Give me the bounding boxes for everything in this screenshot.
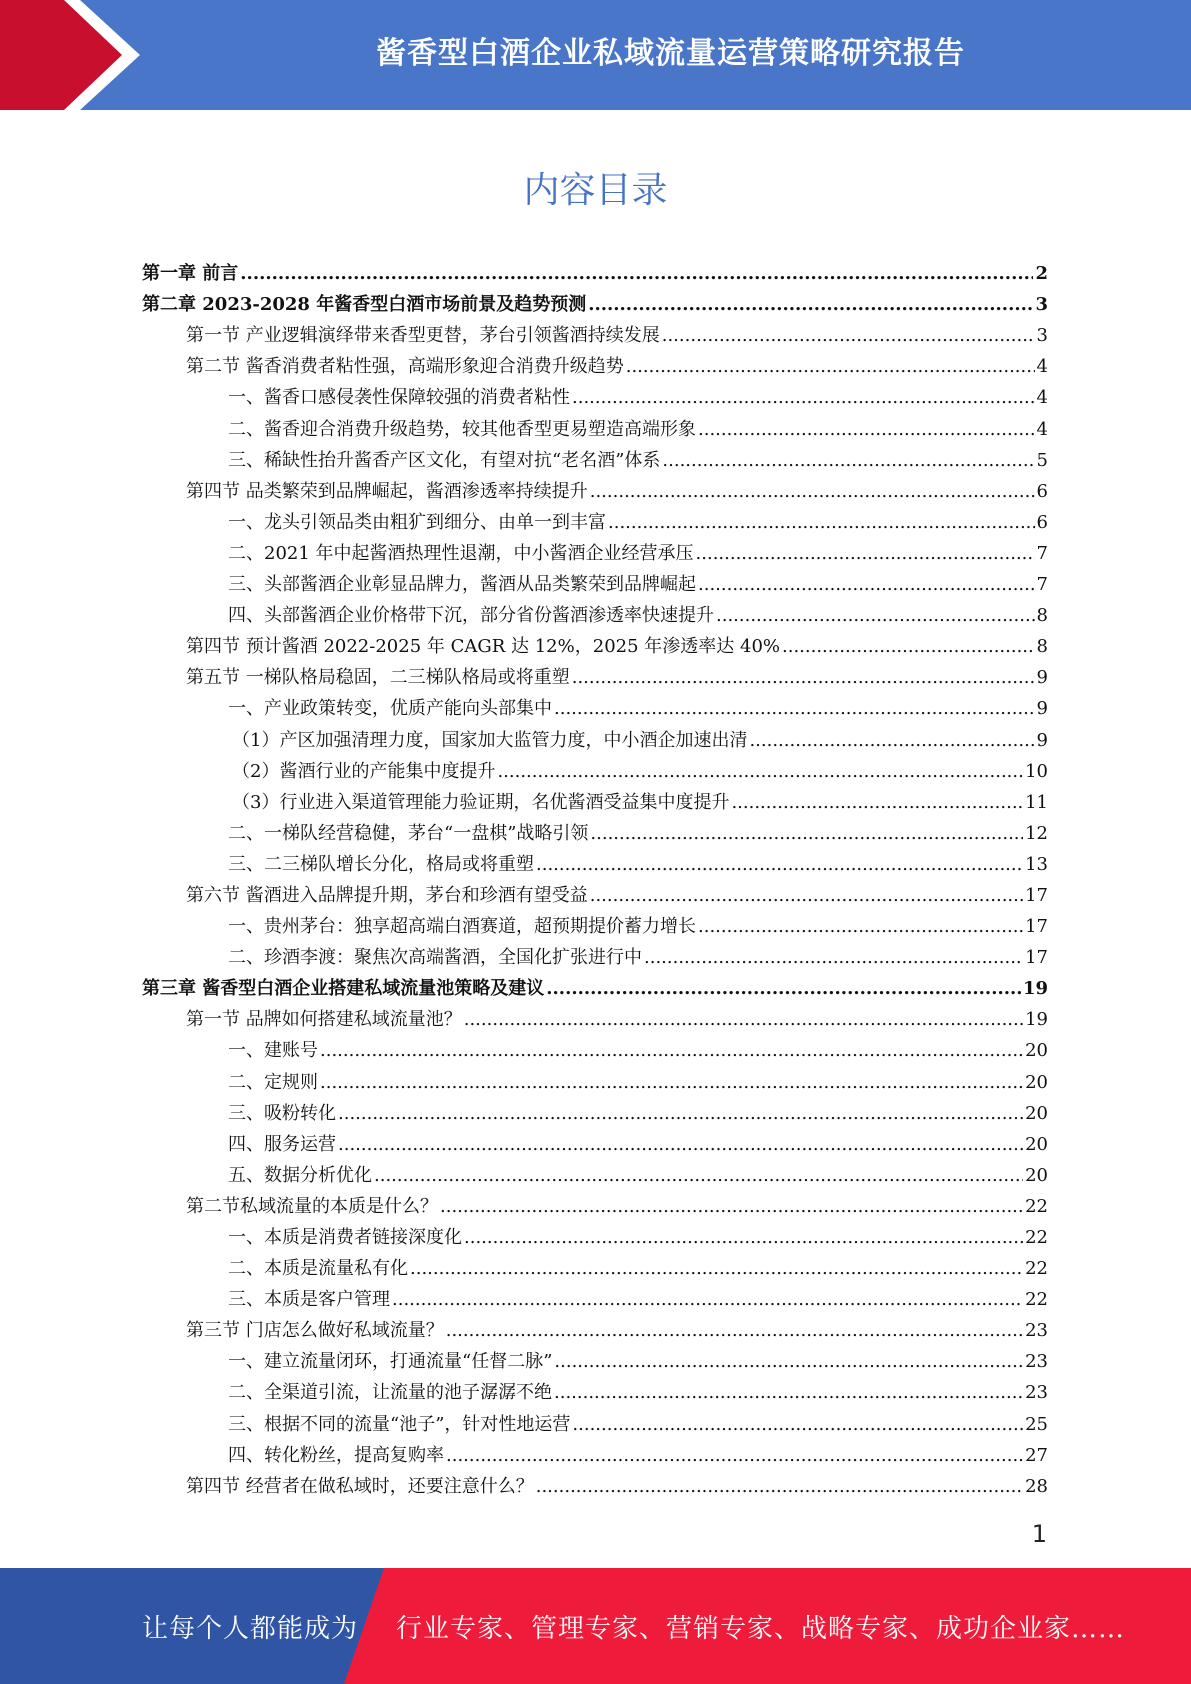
toc-entry-page: 9 xyxy=(1036,667,1048,689)
toc-entry[interactable] xyxy=(142,969,1048,1000)
toc-entry[interactable] xyxy=(142,347,1048,378)
toc-entry-page: 17 xyxy=(1025,884,1048,906)
toc-dot-leader xyxy=(588,294,1033,316)
toc-dot-leader xyxy=(446,1320,1023,1342)
toc-entry[interactable] xyxy=(142,378,1048,409)
toc-dot-leader xyxy=(410,1258,1023,1280)
toc-entry[interactable] xyxy=(142,1249,1048,1280)
toc-entry[interactable] xyxy=(142,783,1048,814)
toc-entry[interactable] xyxy=(142,938,1048,969)
toc-entry-page: 23 xyxy=(1025,1320,1048,1342)
toc-dot-leader xyxy=(731,792,1023,814)
toc-entry-label: 第四节 品类繁荣到品牌崛起，酱酒渗透率持续提升 xyxy=(186,480,588,502)
toc-dot-leader xyxy=(698,574,1035,596)
toc-entry-label: 三、二三梯队增长分化，格局或将重塑 xyxy=(228,853,534,875)
toc-entry[interactable] xyxy=(142,472,1048,503)
toc-entry-label: 第二章 2023-2028 年酱香型白酒市场前景及趋势预测 xyxy=(142,294,587,316)
toc-dot-leader xyxy=(554,1382,1023,1404)
toc-entry[interactable] xyxy=(142,254,1048,285)
toc-entry-page: 2 xyxy=(1035,263,1048,285)
toc-entry-label: （3）行业进入渠道管理能力验证期，名优酱酒受益集中度提升 xyxy=(232,791,730,813)
toc-dot-leader xyxy=(536,854,1023,876)
page-number: 1 xyxy=(1031,1520,1047,1548)
toc-entry-page: 6 xyxy=(1036,480,1048,502)
toc-entry-page: 7 xyxy=(1036,542,1048,564)
toc-entry-page: 20 xyxy=(1025,1164,1048,1186)
toc-dot-leader xyxy=(464,1227,1023,1249)
toc-entry-label: 一、建立流量闭环，打通流量“任督二脉” xyxy=(228,1351,553,1373)
toc-entry-label: 第五节 一梯队格局稳固，二三梯队格局或将重塑 xyxy=(186,667,570,689)
toc-entry-label: 第一节 品牌如何搭建私域流量池？ xyxy=(186,1009,462,1031)
toc-dot-leader xyxy=(626,356,1035,378)
page-header xyxy=(0,0,1191,110)
toc-entry-label: 第四节 预计酱酒 2022-2025 年 CAGR 达 12%，2025 年渗透率达 40% xyxy=(186,636,780,658)
toc-entry-label: 四、服务运营 xyxy=(228,1133,336,1155)
toc-entry-page: 11 xyxy=(1025,791,1048,813)
toc-entry-label: 三、头部酱酒企业彰显品牌力，酱酒从品类繁荣到品牌崛起 xyxy=(228,574,696,596)
toc-entry[interactable] xyxy=(142,534,1048,565)
toc-entry[interactable] xyxy=(142,1404,1048,1435)
toc-entry-label: 第四节 经营者在做私域时，还要注意什么？ xyxy=(186,1475,534,1497)
toc-entry-label: （1）产区加强清理力度，国家加大监管力度，中小酒企加速出清 xyxy=(232,729,748,751)
toc-dot-leader xyxy=(320,1072,1023,1094)
toc-dot-leader xyxy=(590,823,1023,845)
toc-entry-page: 19 xyxy=(1025,1009,1048,1031)
toc-entry[interactable] xyxy=(142,876,1048,907)
toc-dot-leader xyxy=(644,947,1023,969)
toc-dot-leader xyxy=(536,1476,1023,1498)
toc-dot-leader xyxy=(572,387,1035,409)
toc-entry[interactable] xyxy=(142,1000,1048,1031)
toc-entry-page: 13 xyxy=(1025,853,1048,875)
toc-entry-label: 四、头部酱酒企业价格带下沉，部分省份酱酒渗透率快速提升 xyxy=(228,605,714,627)
toc-entry-label: 二、全渠道引流，让流量的池子潺潺不绝 xyxy=(228,1382,552,1404)
toc-dot-leader xyxy=(662,450,1034,472)
toc-entry-label: 五、数据分析优化 xyxy=(228,1164,372,1186)
toc-dot-leader xyxy=(696,543,1035,565)
toc-entry-label: 三、吸粉转化 xyxy=(228,1102,336,1124)
toc-entry[interactable] xyxy=(142,1467,1048,1498)
toc-entry-page: 3 xyxy=(1036,325,1048,347)
toc-entry-page: 20 xyxy=(1025,1040,1048,1062)
page-footer xyxy=(0,1568,1191,1684)
toc-entry-page: 8 xyxy=(1036,605,1048,627)
toc-dot-leader xyxy=(572,1414,1023,1436)
toc-entry-label: 一、建账号 xyxy=(228,1040,318,1062)
toc-entry[interactable] xyxy=(142,1436,1048,1467)
toc-entry[interactable] xyxy=(142,596,1048,627)
toc-entry-label: 三、根据不同的流量“池子”，针对性地运营 xyxy=(228,1413,571,1435)
table-of-contents xyxy=(142,254,1048,1498)
toc-dot-leader xyxy=(590,885,1023,907)
toc-entry-label: 二、酱香迎合消费升级趋势，较其他香型更易塑造高端形象 xyxy=(228,418,696,440)
toc-entry-label: 一、龙头引领品类由粗犷到细分、由单一到丰富 xyxy=(228,511,606,533)
toc-dot-leader xyxy=(240,263,1033,285)
toc-entry-label: 第三章 酱香型白酒企业搭建私域流量池策略及建议 xyxy=(142,978,545,1000)
toc-entry-page: 23 xyxy=(1025,1351,1048,1373)
toc-dot-leader xyxy=(662,325,1035,347)
toc-entry-label: 一、酱香口感侵袭性保障较强的消费者粘性 xyxy=(228,387,570,409)
toc-heading: 内容目录 xyxy=(523,170,668,211)
toc-entry-page: 22 xyxy=(1025,1227,1048,1248)
toc-entry-label: 四、转化粉丝，提高复购率 xyxy=(228,1444,444,1466)
toc-entry-label: 第三节 门店怎么做好私域流量？ xyxy=(186,1320,444,1342)
toc-entry[interactable] xyxy=(142,285,1048,316)
toc-entry-page: 19 xyxy=(1022,978,1048,1000)
toc-entry-label: （2）酱酒行业的产能集中度提升 xyxy=(232,760,496,782)
toc-entry-label: 一、贵州茅台：独享超高端白酒赛道，超预期提价蓄力增长 xyxy=(228,916,696,938)
toc-entry-page: 10 xyxy=(1025,760,1048,782)
toc-entry-page: 20 xyxy=(1025,1071,1048,1093)
toc-entry-page: 17 xyxy=(1025,947,1048,969)
toc-entry-page: 5 xyxy=(1036,449,1048,471)
toc-entry-label: 一、产业政策转变，优质产能向头部集中 xyxy=(228,698,552,720)
toc-entry[interactable] xyxy=(142,503,1048,534)
toc-entry-label: 二、定规则 xyxy=(228,1071,318,1093)
toc-entry-page: 25 xyxy=(1025,1413,1048,1435)
toc-entry[interactable] xyxy=(142,1218,1048,1249)
toc-entry-page: 3 xyxy=(1035,294,1048,316)
toc-entry[interactable] xyxy=(142,1062,1048,1093)
toc-entry-label: 第二节私域流量的本质是什么？ xyxy=(186,1195,438,1217)
toc-entry[interactable] xyxy=(142,752,1048,783)
toc-entry-page: 20 xyxy=(1025,1102,1048,1124)
toc-entry-label: 第二节 酱香消费者粘性强，高端形象迎合消费升级趋势 xyxy=(186,356,624,378)
toc-entry[interactable] xyxy=(142,1342,1048,1373)
toc-entry[interactable] xyxy=(142,1373,1048,1404)
toc-dot-leader xyxy=(464,1009,1023,1031)
toc-dot-leader xyxy=(554,698,1035,720)
toc-dot-leader xyxy=(320,1040,1023,1062)
toc-entry-page: 22 xyxy=(1025,1195,1048,1217)
toc-entry-page: 4 xyxy=(1036,356,1048,378)
toc-entry-page: 7 xyxy=(1036,574,1048,596)
toc-entry-page: 6 xyxy=(1036,511,1048,533)
toc-dot-leader xyxy=(749,730,1034,752)
toc-entry[interactable] xyxy=(142,689,1048,720)
toc-entry-page: 22 xyxy=(1025,1289,1048,1311)
toc-dot-leader xyxy=(716,605,1035,627)
toc-entry-page: 28 xyxy=(1025,1475,1048,1497)
toc-entry-label: 第六节 酱酒进入品牌提升期，茅台和珍酒有望受益 xyxy=(186,884,588,906)
toc-entry[interactable] xyxy=(142,627,1048,658)
toc-entry-label: 三、稀缺性抬升酱香产区文化，有望对抗“老名酒”体系 xyxy=(228,449,661,471)
toc-entry[interactable] xyxy=(142,1311,1048,1342)
toc-dot-leader xyxy=(497,761,1023,783)
toc-entry-page: 17 xyxy=(1025,916,1048,938)
footer-slogan-left: 让每个人都能成为 xyxy=(142,1613,359,1644)
toc-dot-leader xyxy=(554,1351,1023,1373)
footer-slogan-right: 行业专家、管理专家、营销专家、战略专家、成功企业家…… xyxy=(396,1613,1126,1644)
toc-entry-page: 22 xyxy=(1025,1258,1048,1280)
toc-entry-label: 二、2021 年中起酱酒热理性退潮，中小酱酒企业经营承压 xyxy=(228,542,694,564)
toc-entry[interactable] xyxy=(142,441,1048,472)
toc-entry[interactable] xyxy=(142,1280,1048,1311)
toc-entry-page: 8 xyxy=(1036,636,1048,658)
toc-entry[interactable] xyxy=(142,720,1048,751)
toc-dot-leader xyxy=(338,1134,1023,1156)
toc-entry[interactable] xyxy=(142,845,1048,876)
document-title: 酱香型白酒企业私域流量运营策略研究报告 xyxy=(376,36,965,71)
toc-entry[interactable] xyxy=(142,658,1048,689)
toc-entry[interactable] xyxy=(142,565,1048,596)
toc-entry-page: 4 xyxy=(1036,418,1048,440)
toc-entry[interactable] xyxy=(142,907,1048,938)
toc-entry-label: 一、本质是消费者链接深度化 xyxy=(228,1227,462,1248)
toc-dot-leader xyxy=(446,1445,1023,1467)
toc-entry-label: 二、一梯队经营稳健，茅台“一盘棋”战略引领 xyxy=(228,822,589,844)
toc-dot-leader xyxy=(698,419,1035,441)
toc-dot-leader xyxy=(590,481,1035,503)
toc-dot-leader xyxy=(440,1196,1023,1218)
toc-dot-leader xyxy=(546,978,1021,1000)
toc-entry-page: 12 xyxy=(1025,822,1048,844)
toc-dot-leader xyxy=(572,667,1035,689)
toc-entry-page: 9 xyxy=(1036,698,1048,720)
toc-dot-leader xyxy=(698,916,1023,938)
toc-entry-page: 23 xyxy=(1025,1382,1048,1404)
toc-dot-leader xyxy=(782,636,1035,658)
toc-entry[interactable] xyxy=(142,814,1048,845)
toc-dot-leader xyxy=(374,1165,1023,1187)
toc-entry[interactable] xyxy=(142,1125,1048,1156)
toc-entry-label: 三、本质是客户管理 xyxy=(228,1289,390,1311)
toc-dot-leader xyxy=(338,1103,1023,1125)
toc-dot-leader xyxy=(608,512,1035,534)
toc-entry[interactable] xyxy=(142,316,1048,347)
toc-entry-page: 27 xyxy=(1025,1444,1048,1466)
toc-entry[interactable] xyxy=(142,1156,1048,1187)
toc-entry-label: 二、珍酒李渡：聚焦次高端酱酒，全国化扩张进行中 xyxy=(228,947,642,969)
toc-entry-label: 第一章 前言 xyxy=(142,263,239,285)
toc-entry[interactable] xyxy=(142,409,1048,440)
toc-entry[interactable] xyxy=(142,1094,1048,1125)
toc-dot-leader xyxy=(392,1289,1023,1311)
toc-entry-label: 第一节 产业逻辑演绎带来香型更替，茅台引领酱酒持续发展 xyxy=(186,325,660,347)
toc-entry-page: 4 xyxy=(1036,387,1048,409)
toc-entry[interactable] xyxy=(142,1031,1048,1062)
toc-entry-label: 二、本质是流量私有化 xyxy=(228,1258,408,1280)
toc-entry-page: 9 xyxy=(1036,729,1048,751)
toc-entry-page: 20 xyxy=(1025,1133,1048,1155)
toc-entry[interactable] xyxy=(142,1187,1048,1218)
